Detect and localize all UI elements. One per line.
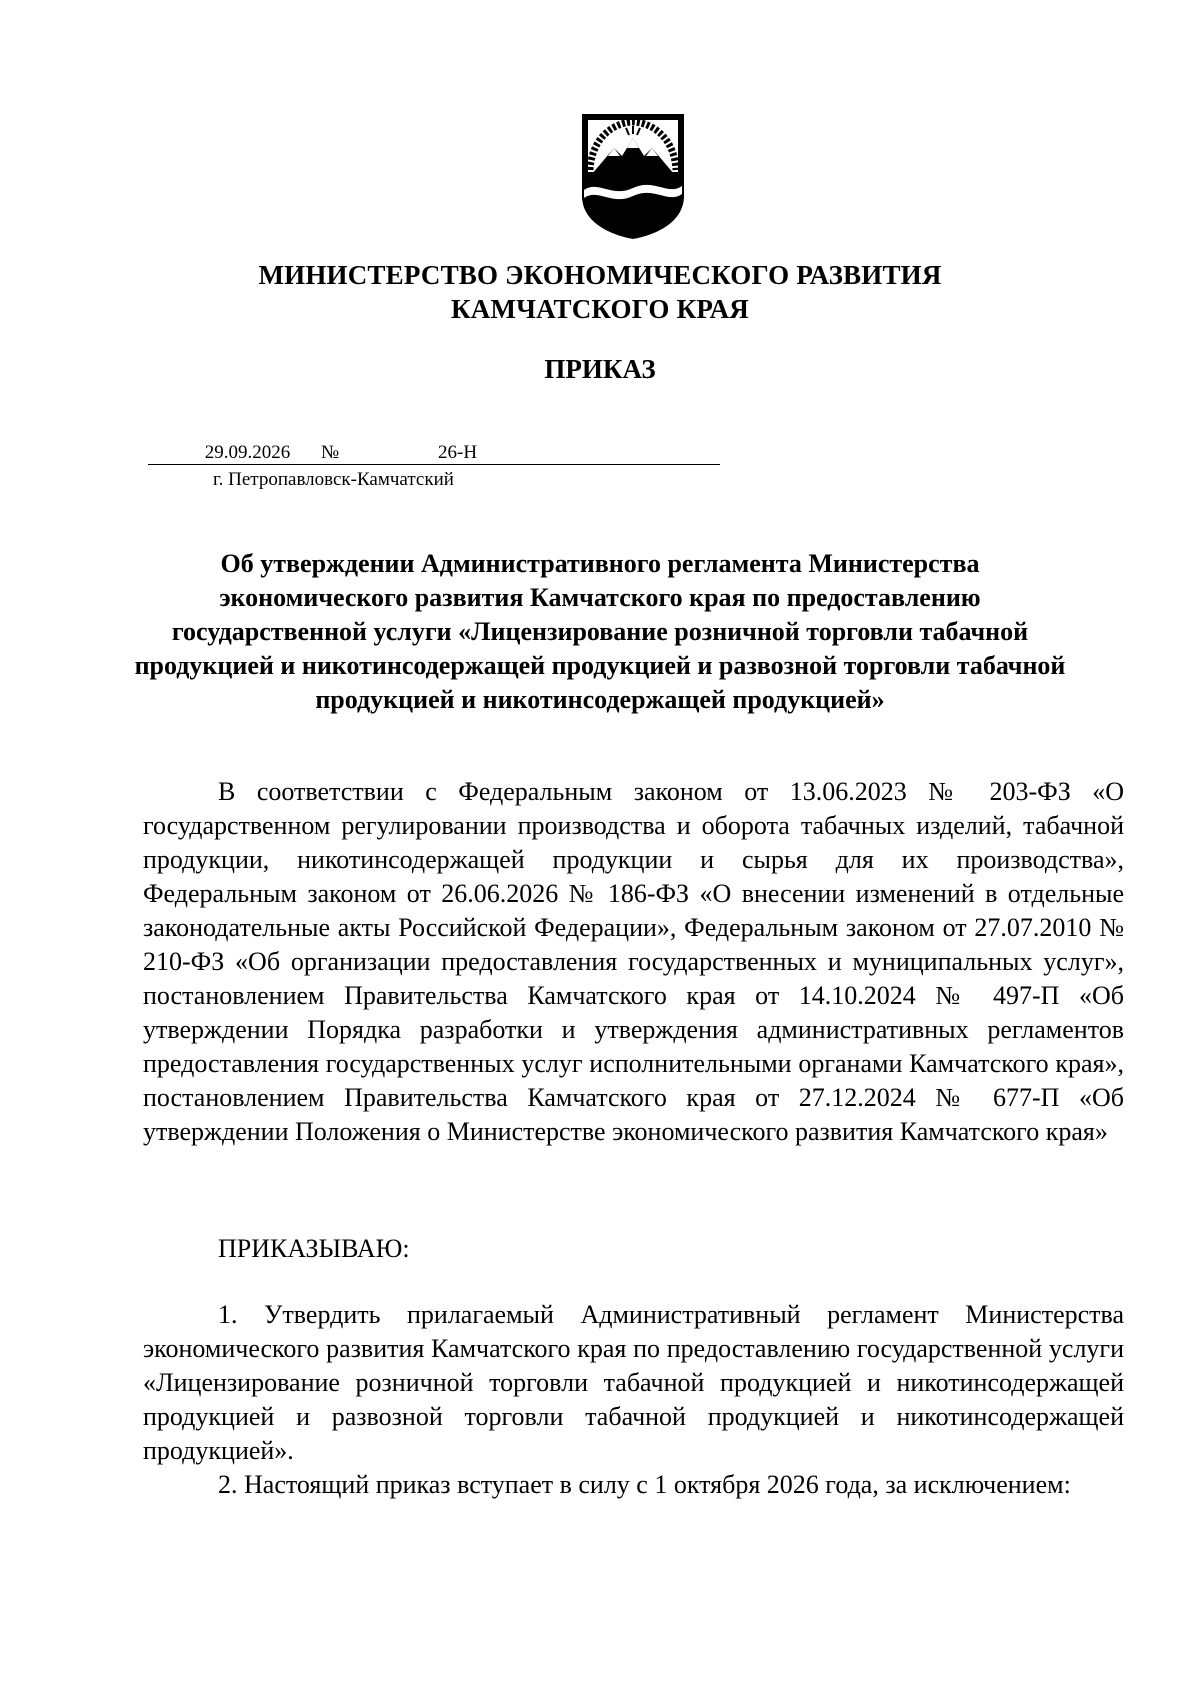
preamble-paragraph: В соответствии с Федеральным законом от 13.06.2023 № 203-ФЗ «О государственном регулировании производства и оборота табачных изделий, табачной продукции, никотинсодержащей продукции и сырья для их производства», Федеральным законом от 26.06.2026 № 186-ФЗ «О внесении изменений в отдельные законодательные акты Российской Федерации», Федеральным законом от 27.07.2010 № 210-ФЗ «Об организации предоставления государственных и муниципальных услуг», постановлением Правительства Камчатского края от 14.10.2024 № 497-П «Об утверждении Порядка разработки и утверждения административных регламентов предоставления государственных услуг исполнительными органами Камчатского края», постановлением Правительства Камчатского края от 27.12.2024 № 677-П «Об утверждении Положения о Министерстве экономического развития Камчатского края» [143, 777, 1124, 1146]
number-field [348, 440, 720, 465]
coat-of-arms-icon [578, 112, 688, 240]
date-value: 29.09.2026 [204, 442, 291, 463]
ministry-line-2: КАМЧАТСКОГО КРАЯ [451, 294, 749, 324]
decree-word: ПРИКАЗЫВАЮ: [218, 1234, 410, 1263]
item-1-paragraph: 1. Утвердить прилагаемый Административный регламент Министерства экономического развития Камчатского края по предоставлению государственной услуги «Лицензирование розничной торговли табачной продукцией и никотинсодержащей продукцией и развозной торговли табачной продукцией и никотинсодержащей продукцией». [143, 1300, 1124, 1465]
document-subject: Об утверждении Административного регламента Министерства экономического развития Камчатского края по предоставлению государственной услуги «Лицензирование розничной торговли табачной продукцией и никотинсодержащей продукцией и развозной торговли табачной продукцией и никотинсодержащей продукцией» [134, 549, 1066, 714]
date-field [148, 440, 311, 465]
ministry-line-1: МИНИСТЕРСТВО ЭКОНОМИЧЕСКОГО РАЗВИТИЯ [258, 260, 942, 290]
number-label-field [308, 440, 348, 465]
number-value: 26-Н [438, 442, 478, 463]
city-line: г. Петропавловск-Камчатский [213, 469, 454, 490]
ministry-name [100, 258, 1100, 326]
document-type: ПРИКАЗ [544, 354, 656, 384]
number-label: № [321, 442, 340, 463]
item-2-paragraph: 2. Настоящий приказ вступает в силу с 1 октября 2026 года, за исключением: [218, 1470, 1071, 1499]
